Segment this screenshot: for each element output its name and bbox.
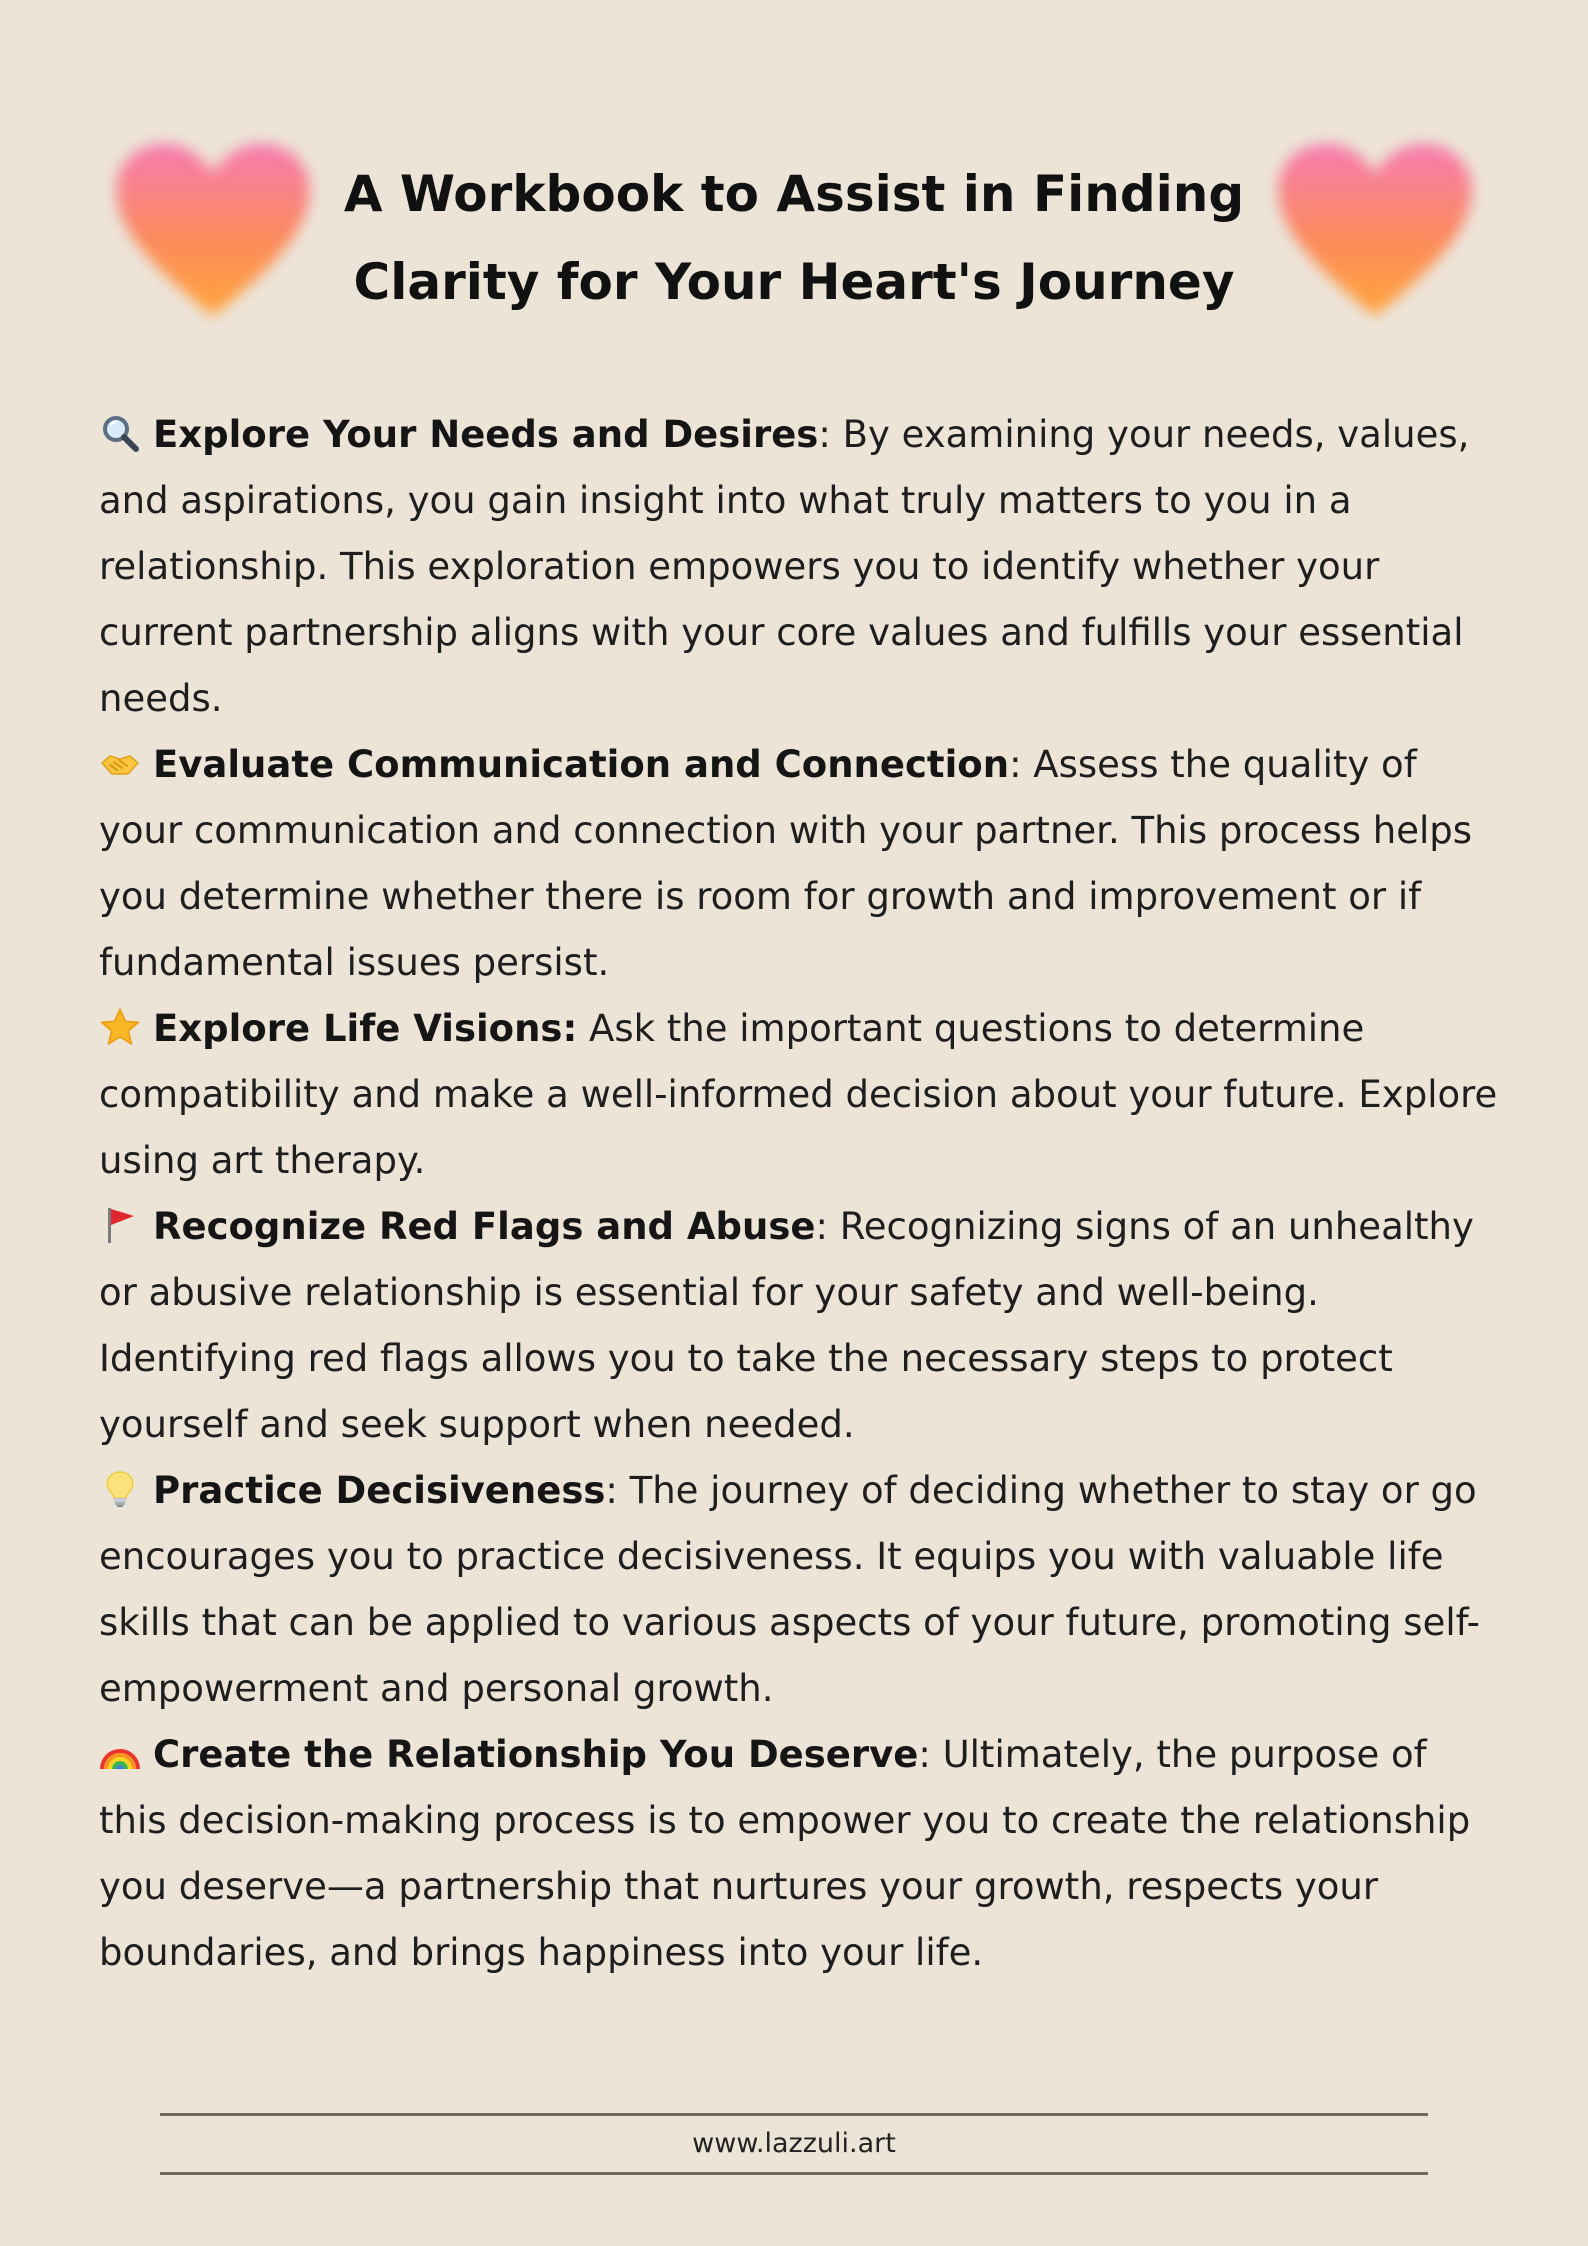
rainbow-icon: [99, 1733, 141, 1773]
list-item-evaluate-communication: [99, 732, 1499, 996]
red-flag-icon: [99, 1205, 141, 1245]
item-separator: :: [815, 1205, 828, 1248]
list-item-explore-needs: [99, 402, 1499, 732]
item-text: The journey of deciding whether to stay or go encourages you to practice decisiveness. It equips you with valuable life skills that can be applied to various aspects of your future, promoting self-empowerment and personal growth.: [99, 1469, 1480, 1710]
heart-left-icon: [108, 135, 318, 325]
item-heading: Explore Your Needs and Desires: [153, 413, 819, 456]
footer-url: www.lazzuli.art: [692, 2128, 896, 2159]
list-item-recognize-red-flags: [99, 1194, 1499, 1458]
item-separator: :: [1009, 743, 1022, 786]
star-icon: [99, 1007, 141, 1047]
list-item-practice-decisiveness: [99, 1458, 1499, 1722]
item-separator: :: [818, 413, 831, 456]
item-heading: Recognize Red Flags and Abuse: [153, 1205, 816, 1248]
item-text: Ultimately, the purpose of this decision-making process is to empower you to create the relationship you deserve—a partnership that nurtures your growth, respects your boundaries, and brings happiness into your life.: [99, 1733, 1471, 1974]
item-text: Assess the quality of your communication and connection with your partner. This process helps you determine whether there is room for growth and improvement or if fundamental issues persist.: [99, 743, 1473, 984]
item-heading: Explore Life Visions:: [153, 1007, 578, 1050]
item-text: By examining your needs, values, and aspirations, you gain insight into what truly matters to you in a relationship. This exploration empowers you to identify whether your current partnership aligns with your core values and fulfills your essential needs.: [99, 413, 1470, 720]
item-heading: Create the Relationship You Deserve: [153, 1733, 919, 1776]
item-separator: :: [918, 1733, 931, 1776]
page-title: [330, 150, 1258, 326]
item-separator: :: [605, 1469, 618, 1512]
item-text: Ask the important questions to determine compatibility and make a well-informed decision about your future. Explore using art therapy.: [99, 1007, 1498, 1182]
light-bulb-icon: [99, 1469, 141, 1509]
page-title-line-1: A Workbook to Assist in Finding: [343, 165, 1245, 223]
list-item-explore-life-visions: [99, 996, 1499, 1194]
magnifying-glass-icon: [99, 413, 141, 453]
page-title-line-2: Clarity for Your Heart's Journey: [353, 253, 1235, 311]
item-heading: Evaluate Communication and Connection: [153, 743, 1010, 786]
workbook-benefits-list: [99, 402, 1499, 1986]
item-text: Recognizing signs of an unhealthy or abusive relationship is essential for your safety and well-being. Identifying red flags allows you to take the necessary steps to protect yourself and seek support when needed.: [99, 1205, 1474, 1446]
handshake-icon: [99, 743, 141, 783]
list-item-create-relationship: [99, 1722, 1499, 1986]
heart-right-icon: [1270, 135, 1480, 325]
item-heading: Practice Decisiveness: [153, 1469, 606, 1512]
footer-divider-bottom: [160, 2172, 1428, 2175]
footer-divider-top: [160, 2113, 1428, 2116]
